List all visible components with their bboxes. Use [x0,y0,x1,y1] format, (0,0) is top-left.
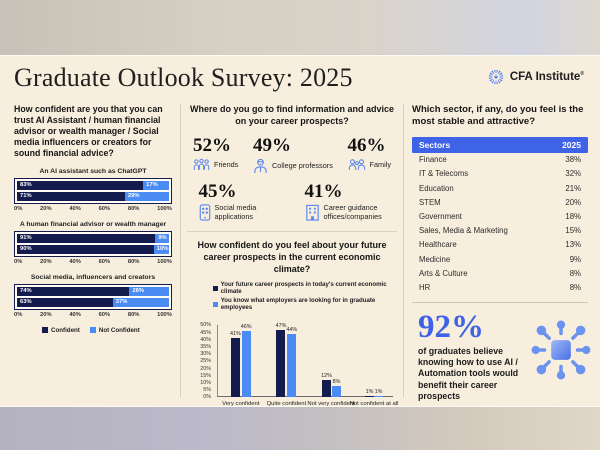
stat-label: College professors [272,161,333,171]
hbar-chart-human-advisor [14,221,172,265]
header-sectors: Sectors [419,139,451,150]
smartphone-icon [199,204,211,221]
column-divider-left [180,104,181,397]
legend-item-prospects [213,281,397,295]
blurred-backdrop-top [0,0,600,55]
career-confidence-chart [200,322,399,408]
axis-tick: 30% [200,351,211,358]
stacked-bar [17,298,169,307]
bar [242,331,251,397]
bar-group [266,322,307,408]
axis-tick: 100% [157,258,172,265]
sector-value: 15% [565,226,581,236]
axis-tick: 45% [200,329,211,336]
sector-table-body [412,153,588,295]
table-row [412,224,588,238]
axis-tick: 60% [98,258,111,265]
axis-tick: 5% [203,387,211,394]
axis-tick: 100% [157,205,172,212]
bar-segment: 74% [17,287,129,296]
sector-value: 20% [565,197,581,207]
trust-question: How confident are you that you can trust AI Assistant / human financial advisor or wealth manager / Social media influencers or creators for sound financial advice? [14,104,163,158]
stat-family [348,135,392,174]
confidence-legend [42,327,172,334]
axis-tick: 80% [127,311,140,318]
sector-name: STEM [419,197,441,207]
axis-tick: 0% [14,205,23,212]
sector-name: Healthcare [419,240,457,250]
chart-plot [14,178,172,204]
stat-label: Social media applications [214,203,257,221]
stat-value: 41% [304,181,343,203]
stat-label: Career guidance offices/companies [323,203,382,221]
bar [322,380,331,397]
sector-value: 9% [569,254,581,264]
hbar-chart-social-media [14,274,172,318]
axis-tick: 40% [69,258,81,265]
friends-icon [193,158,210,171]
table-row [412,252,588,266]
stat-friends [193,135,238,174]
bar-segment: 29% [125,192,169,201]
stat-social-media-apps [199,181,277,221]
blurred-backdrop-bottom [0,407,600,450]
building-icon [305,204,320,221]
y-axis-ticks [192,322,214,401]
stat-value: 45% [198,181,237,203]
professor-icon [253,158,268,174]
bar-group [222,324,260,408]
column-divider-right [403,104,404,397]
bar-value-label: 1% [365,389,374,395]
hbar-chart-ai-assistant [14,168,172,212]
legend-item-not-confident [90,327,140,334]
table-row [412,195,588,209]
legend-label: Not Confident [98,326,140,334]
legend-item-confident [42,327,80,334]
table-row [412,238,588,252]
cfa-institute-logo [487,68,584,86]
axis-tick: 80% [127,205,140,212]
stacked-bar [17,287,169,296]
bar-segment: 37% [113,298,169,307]
sector-panel [412,104,588,403]
stacked-bar [17,192,169,201]
bar-value-label: 47% [275,322,287,329]
sector-table-header [412,137,588,153]
chart-subtitle: An AI assistant such as ChatGPT [39,167,147,175]
pinwheel-icon [487,68,505,86]
callout-body: of graduates believe knowing how to use AI / Automation tools would benefit their career prospects [418,345,519,402]
bar-segment: 26% [129,287,169,296]
sector-name: Government [419,212,462,222]
bar [287,334,296,397]
callout-value: 92% [418,308,484,345]
category-label: Not confident at all [349,401,399,408]
stat-college-professors [253,135,333,174]
stat-label: Friends [214,159,239,169]
chart-plot-area [200,322,399,408]
sector-name: IT & Telecoms [419,169,469,179]
brand-name: CFA Institute® [509,71,584,83]
bar-group [349,325,399,408]
axis-tick: 20% [200,365,211,372]
bar-segment: 91% [17,234,155,243]
bar-value-label: 41% [230,331,241,338]
axis-tick: 0% [14,311,23,318]
bar [276,330,285,398]
stacked-bar [17,181,169,190]
axis-tick: 50% [200,322,211,329]
table-row [412,167,588,181]
category-label: Very confident [222,401,260,408]
sector-table [412,137,588,295]
sector-name: Medicine [419,254,451,264]
infographic-poster [0,55,600,407]
advice-stats-row-1 [187,135,397,174]
bar-value-label: 8% [332,378,341,385]
sector-value: 18% [565,212,581,222]
axis-tick: 40% [69,311,81,318]
stat-career-guidance [305,181,386,221]
legend-item-employers [213,297,397,311]
sector-name: Education [419,183,454,193]
table-row [412,266,588,280]
ai-chip-icon [530,319,592,381]
stacked-bar [17,234,169,243]
series1-swatch [213,286,218,291]
axis-tick: 40% [200,336,211,343]
stacked-bar [17,245,169,254]
sector-value: 8% [569,268,581,278]
bar-value-label: 44% [286,327,298,334]
chart-subtitle: A human financial advisor or wealth manager [19,220,167,228]
column-chart-legend [213,281,397,311]
family-icon [348,158,366,171]
sector-name: HR [419,282,431,292]
axis-tick: 10% [200,380,211,387]
bar [231,338,240,397]
axis-tick: 20% [40,258,52,265]
bar-value-label: 46% [240,324,252,331]
page-title: Graduate Outlook Survey: 2025 [14,63,353,92]
legend-label: Your future career prospects in today's current economic climate [220,281,387,296]
table-row [412,181,588,195]
bar [332,386,341,398]
bar [365,396,374,397]
chart-plot [14,231,172,257]
axis-tick: 60% [98,311,111,318]
sector-value: 38% [565,155,581,165]
bar-value-label: 1% [374,389,383,395]
trust-panel [14,104,172,334]
chart-subtitle: Social media, influencers and creators [30,273,156,281]
ai-tools-callout [412,308,588,403]
bar-segment: 83% [17,181,143,190]
table-row [412,209,588,223]
category-label: Not very confident [307,401,355,408]
bar-group [307,325,355,408]
sector-value: 8% [569,282,581,292]
not-confident-swatch [90,327,96,333]
sector-value: 13% [565,240,581,250]
sector-value: 32% [565,169,581,179]
sector-name: Sales, Media & Marketing [419,226,508,236]
axis-tick: 20% [40,205,52,212]
middle-divider [187,231,397,232]
stat-value: 46% [347,135,386,157]
axis-tick: 35% [200,344,211,351]
legend-label: Confident [51,326,80,334]
advice-question: Where do you go to find information and advice on your career prospects? [189,104,394,126]
advice-stats-row-2 [187,181,397,221]
axis-tick: 0% [14,258,23,265]
chart-plot [14,284,172,310]
bar [374,396,383,397]
axis-tick: 15% [200,372,211,379]
advice-panel [187,104,399,408]
x-axis-ticks [14,206,172,212]
table-row [412,280,588,294]
right-divider [412,302,588,303]
registered-mark: ® [580,71,584,78]
sector-name: Arts & Culture [419,268,468,278]
stat-value: 49% [253,135,291,157]
header-year: 2025 [562,139,581,150]
axis-tick: 20% [40,311,52,318]
table-row [412,153,588,167]
bar-segment: 63% [17,298,113,307]
axis-tick: 80% [127,258,140,265]
legend-label: You know what employers are looking for in graduate employees [220,297,376,312]
bar-segment: 17% [143,181,169,190]
axis-tick: 100% [157,311,172,318]
x-axis-ticks [14,259,172,265]
bar-segment: 71% [17,192,125,201]
bar-value-label: 12% [321,373,332,380]
axis-tick: 25% [200,358,211,365]
axis-tick: 60% [98,205,111,212]
bar-segment: 90% [17,245,154,254]
stat-label: Family [369,159,391,169]
bar-segment: 10% [154,245,169,254]
series2-swatch [213,302,218,307]
confident-swatch [42,327,48,333]
sector-value: 21% [565,183,581,193]
sector-question: Which sector, if any, do you feel is the most stable and attractive? [412,104,584,128]
axis-tick: 40% [69,205,81,212]
bar-segment: 9% [155,234,169,243]
category-label: Quite confident [266,401,307,408]
sector-name: Finance [419,155,447,165]
x-axis-ticks [14,312,172,318]
axis-tick: 0% [203,394,211,401]
stat-value: 52% [193,135,231,157]
bar-groups [218,322,399,408]
economic-climate-question: How confident do you feel about your future career prospects in the current economic climate? [197,240,387,274]
